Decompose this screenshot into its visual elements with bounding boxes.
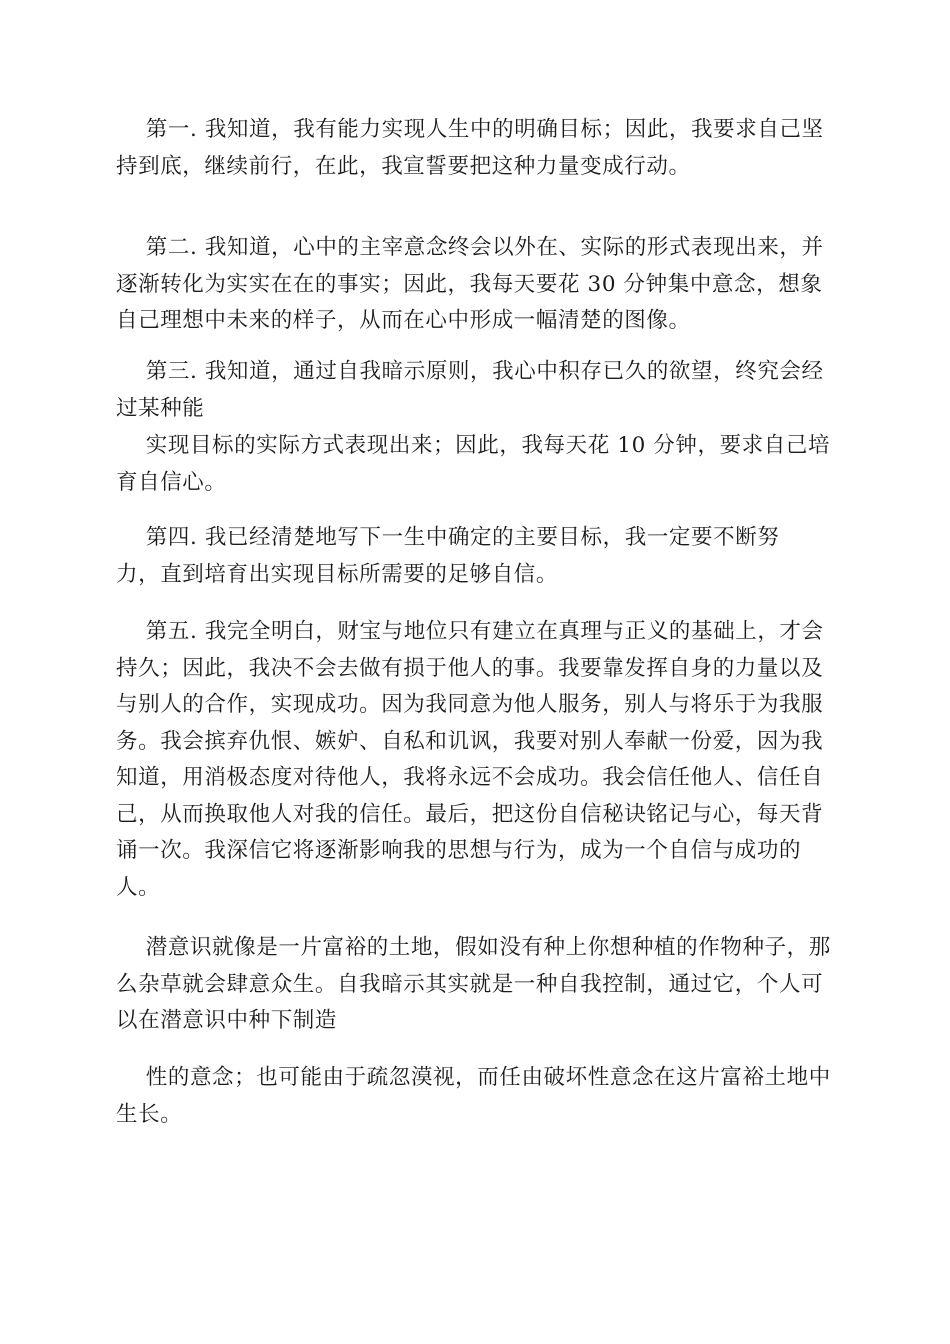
- paragraph-fourth: 第四. 我已经清楚地写下一生中确定的主要目标，我一定要不断努 力，直到培育出实现目标所需要的足够自信。: [116, 525, 780, 587]
- paragraph-second: 第二. 我知道，心中的主宰意念终会以外在、实际的形式表现出来，并逐渐转化为实实在在的事实；因此，我每天要花 30 分钟集中意念，想象自己理想中未来的样子，从而在心中形成一幅清楚的图像。: [116, 235, 824, 333]
- paragraph-first: 第一. 我知道，我有能力实现人生中的明确目标；因此，我要求自己坚持到底，继续前行，在此，我宣誓要把这种力量变成行动。: [116, 117, 824, 179]
- paragraph-subconscious: 潜意识就像是一片富裕的土地，假如没有种上你想种植的作物种子，那么杂草就会肆意众生。自我暗示其实就是一种自我控制，通过它，个人可以在潜意识中种下制造: [116, 935, 831, 1033]
- paragraph-third: 第三. 我知道，通过自我暗示原则，我心中积存已久的欲望，终究会经过某种能: [116, 359, 824, 421]
- paragraph-fifth: 第五. 我完全明白，财宝与地位只有建立在真理与正义的基础上，才会持久；因此，我决不会去做有损于他人的事。我要靠发挥自身的力量以及与别人的合作，实现成功。因为我同意为他人服务，别人与将乐于为我服务。我会摈弃仇恨、嫉妒、自私和讥讽，我要对别人奉献一份爱，因为我知道，用消极态度对待他人，我将永远不会成功。我会信任他人、信任自己，从而换取他人对我的信任。最后，把这份自信秘诀铭记与心，每天背诵一次。我深信它将逐渐影响我的思想与行为，成为一个自信与成功的人。: [116, 619, 824, 900]
- paragraph-subconscious-continued: 性的意念；也可能由于疏忽漠视，而任由破坏性意念在这片富裕土地中生长。: [116, 1065, 831, 1127]
- paragraph-third-continued: 实现目标的实际方式表现出来；因此，我每天花 10 分钟，要求自己培育自信心。: [116, 433, 831, 495]
